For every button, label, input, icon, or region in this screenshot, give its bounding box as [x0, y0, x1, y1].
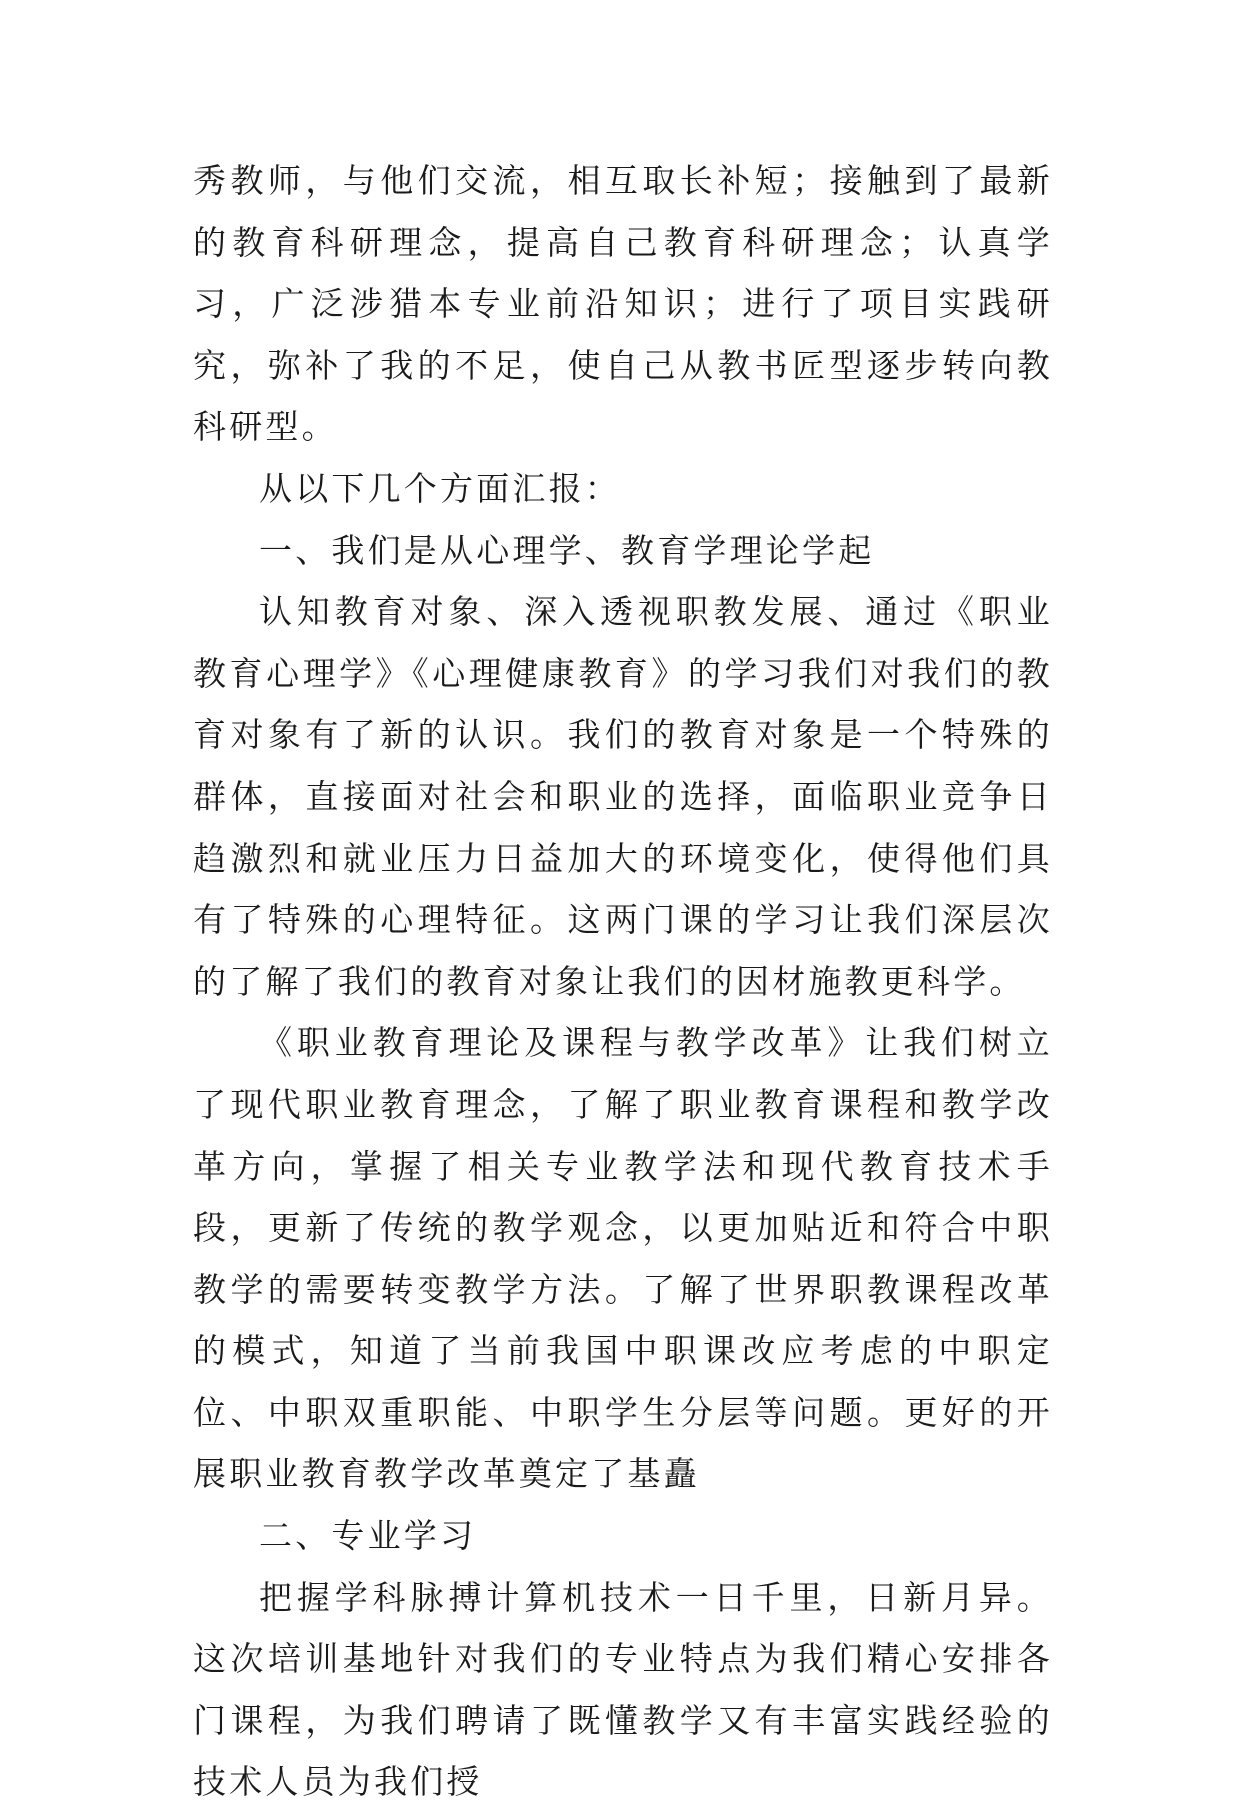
document-page: [193, 150, 1053, 1813]
section-heading-1: 一、我们是从心理学、教育学理论学起: [259, 530, 875, 570]
paragraph-intro-continuation: 秀教师，与他们交流，相互取长补短；接触到了最新的教育科研理念，提高自己教育科研理念；认真学习，广泛涉猎本专业前沿知识；进行了项目实践研究，弥补了我的不足，使自己从教书匠型逐步转向教科研型。: [193, 161, 1053, 447]
section-heading-2: 二、专业学习: [259, 1516, 477, 1556]
paragraph-curriculum-reform: 《职业教育理论及课程与教学改革》让我们树立了现代职业教育理念，了解了职业教育课程和教学改革方向，掌握了相关专业教学法和现代教育技术手段，更新了传统的教学观念，以更加贴近和符合中职教学的需要转变教学方法。了解了世界职教课程改革的模式，知道了当前我国中职课改应考虑的中职定位、中职双重职能、中职学生分层等问题。更好的开展职业教育教学改革奠定了基矗: [193, 1023, 1053, 1494]
paragraph-professional-study: 把握学科脉搏计算机技术一日千里，日新月异。这次培训基地针对我们的专业特点为我们精心安排各门课程，为我们聘请了既懂教学又有丰富实践经验的技术人员为我们授: [193, 1577, 1053, 1802]
paragraph-report-intro: 从以下几个方面汇报：: [259, 468, 621, 508]
paragraph-psychology: 认知教育对象、深入透视职教发展、通过《职业教育心理学》《心理健康教育》的学习我们对我们的教育对象有了新的认识。我们的教育对象是一个特殊的群体，直接面对社会和职业的选择，面临职业竞争日趋激烈和就业压力日益加大的环境变化，使得他们具有了特殊的心理特征。这两门课的学习让我们深层次的了解了我们的教育对象让我们的因材施教更科学。: [193, 592, 1053, 1001]
